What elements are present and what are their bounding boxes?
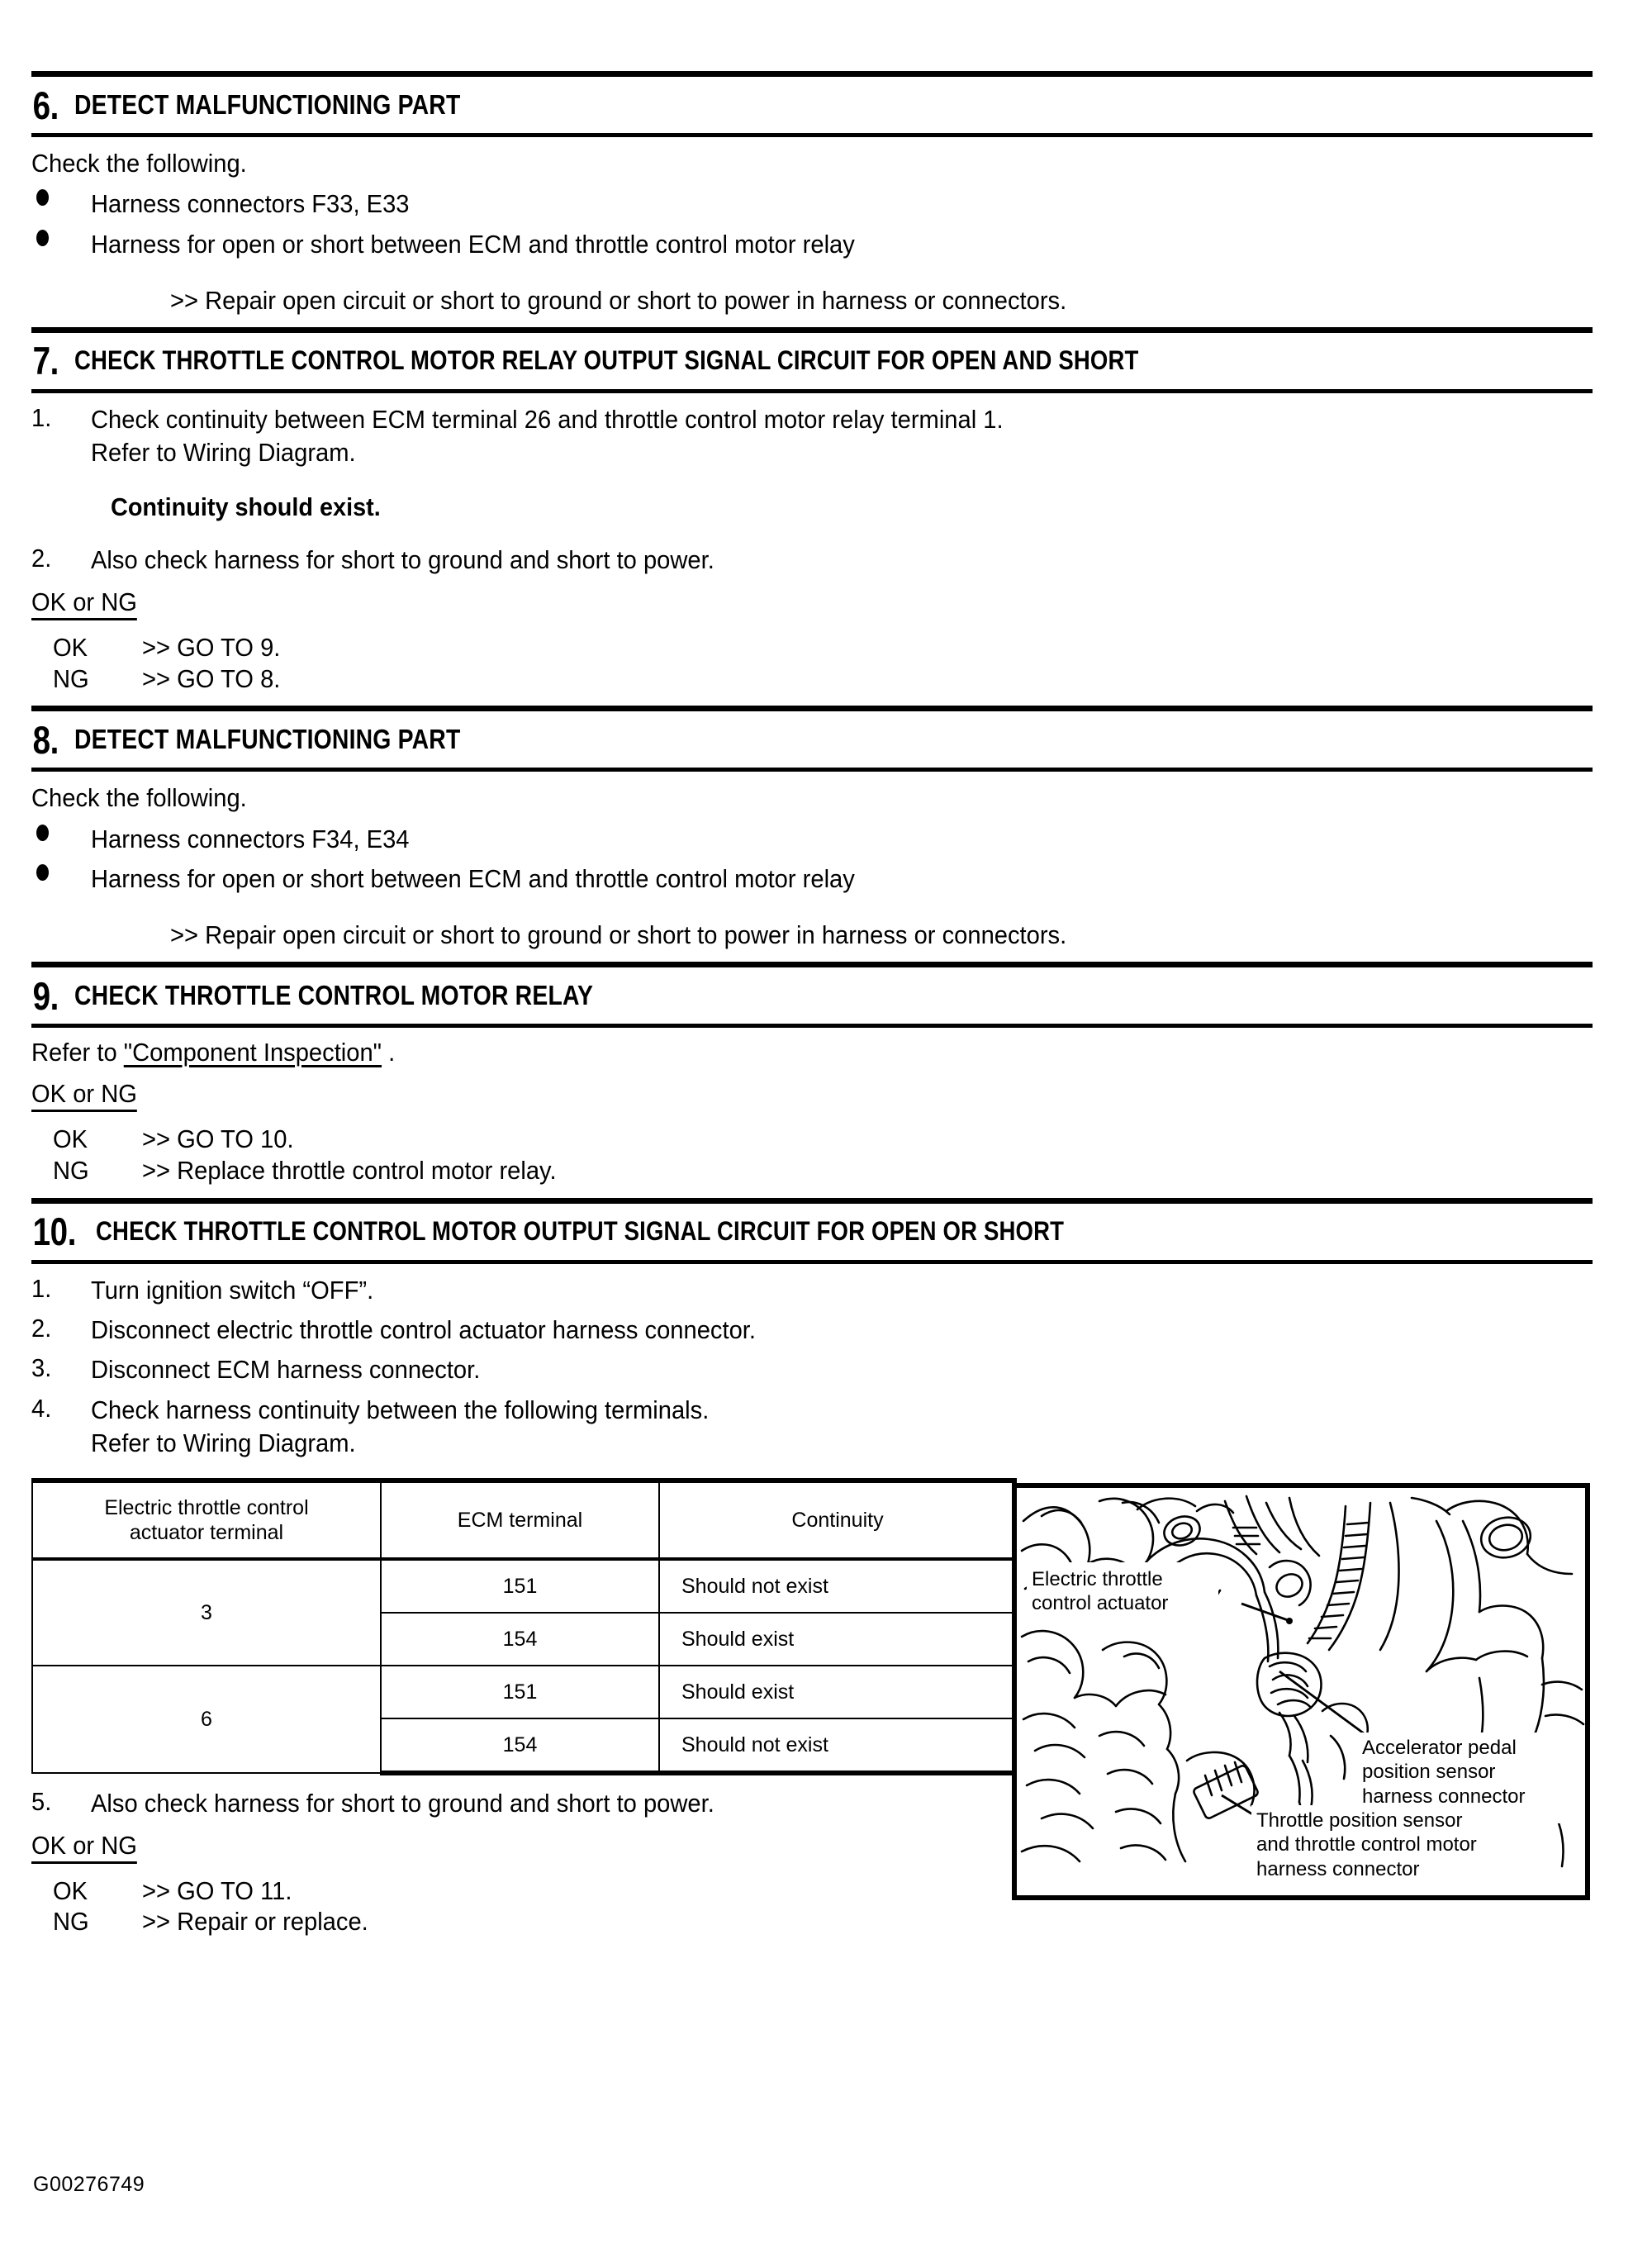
- cell-actuator-3: 3: [32, 1559, 381, 1666]
- step-7-okng-list: [31, 632, 1593, 695]
- step-6-bullet-2-text: Harness for open or short between ECM and throttle control motor relay: [91, 230, 855, 259]
- step-10-item-5-index: 5.: [31, 1787, 52, 1817]
- step-6-title: DETECT MALFUNCTIONING PART: [74, 89, 461, 120]
- figure-label-tps-line2: and throttle control motor: [1256, 1833, 1477, 1856]
- step-10-item-2: [31, 1314, 1593, 1347]
- step-7-item-1-line2: Refer to Wiring Diagram.: [91, 438, 356, 468]
- step-10-okng-label: OK or NG: [31, 1831, 137, 1864]
- figure-label-tps-line1: Throttle position sensor: [1256, 1809, 1463, 1832]
- table-row: [32, 1666, 1016, 1718]
- step-7-okng-ok: [53, 632, 1593, 663]
- figure-label-actuator-line1: Electric throttle: [1032, 1568, 1163, 1590]
- step-6-heading: [31, 71, 1593, 137]
- step-8-intro: Check the following.: [31, 783, 247, 813]
- header-continuity: Continuity: [659, 1481, 1016, 1559]
- step-7-item-1-index: 1.: [31, 402, 52, 432]
- step-10-item-5-body: Also check harness for short to ground and short to power.: [91, 1789, 714, 1818]
- cell-ecm-r3: 151: [381, 1666, 659, 1718]
- step-10-okng-ok-value: >> GO TO 11.: [142, 1875, 292, 1905]
- bullet-dot-icon: [36, 188, 51, 207]
- step-10-item-1: [31, 1274, 1593, 1307]
- step-8-bullet-2: [31, 863, 1593, 896]
- step-10-item-4-line2: Refer to Wiring Diagram.: [91, 1428, 356, 1457]
- table-header-row: [32, 1481, 1016, 1559]
- step-9-okng-ng: [53, 1155, 1593, 1186]
- step-9-okng-ng-value: >> Replace throttle control motor relay.: [142, 1155, 557, 1185]
- step-10-item-1-body: Turn ignition switch “OFF”.: [91, 1275, 374, 1305]
- step-10-heading: [31, 1198, 1593, 1264]
- step-9-okng-ok-key: OK: [53, 1124, 88, 1154]
- step-7-okng-ng-key: NG: [53, 663, 89, 693]
- step-9-okng-ok-value: >> GO TO 10.: [142, 1124, 294, 1154]
- cell-ecm-r4: 154: [381, 1718, 659, 1773]
- figure-label-accel-line1: Accelerator pedal: [1362, 1737, 1517, 1759]
- step-10-okng-ng: [53, 1906, 1593, 1937]
- step-10-item-4-body: [91, 1394, 709, 1461]
- step-6-bullet-2: [31, 229, 1593, 261]
- figure-label-electric-throttle-control-actuator: [1032, 1567, 1168, 1616]
- header-actuator-line2: actuator terminal: [129, 1521, 284, 1545]
- step-7-okng-ng-value: >> GO TO 8.: [142, 663, 281, 693]
- figure-label-accelerator-pedal-position-sensor: [1362, 1736, 1525, 1809]
- step-7-item-1-body: [91, 403, 1004, 470]
- continuity-table-head: [32, 1481, 1016, 1559]
- step-10-item-4-index: 4.: [31, 1393, 52, 1423]
- step-8-title: DETECT MALFUNCTIONING PART: [74, 724, 461, 755]
- figure-label-tps-line3: harness connector: [1256, 1857, 1420, 1880]
- bullet-dot-icon: [36, 863, 51, 882]
- cell-continuity-r1: Should not exist: [659, 1559, 1016, 1613]
- continuity-table: [31, 1478, 1017, 1775]
- engine-illustration-figure: [1012, 1483, 1590, 1900]
- step-6-bullet-1: [31, 188, 1593, 221]
- cell-ecm-r2: 154: [381, 1613, 659, 1666]
- table-row: [32, 1559, 1016, 1613]
- step-10-item-3-index: 3.: [31, 1353, 52, 1383]
- step-6-number: 6.: [32, 83, 59, 127]
- step-7-item-1-line1: Check continuity between ECM terminal 26 and throttle control motor relay terminal 1.: [91, 404, 1004, 434]
- step-6-intro: Check the following.: [31, 149, 247, 178]
- step-10-item-1-index: 1.: [31, 1273, 52, 1303]
- header-actuator-line1: Electric throttle control: [104, 1495, 309, 1519]
- step-8-result: >> Repair open circuit or short to ground or short to power in harness or connectors.: [170, 920, 1067, 950]
- step-10-item-3: [31, 1353, 1593, 1386]
- cell-continuity-r3: Should exist: [659, 1666, 1016, 1718]
- continuity-table-body: [32, 1559, 1016, 1773]
- step-9-okng-block: [31, 1071, 1593, 1186]
- step-10-item-4-line1: Check harness continuity between the following terminals.: [91, 1395, 710, 1424]
- step-9-title: CHECK THROTTLE CONTROL MOTOR RELAY: [74, 980, 594, 1011]
- bullet-dot-icon: [36, 229, 51, 247]
- page-reference-code: G00276749: [33, 2173, 145, 2196]
- step-6-bullet-1-text: Harness connectors F33, E33: [91, 189, 410, 219]
- step-7-okng-label: OK or NG: [31, 587, 137, 620]
- component-inspection-link[interactable]: "Component Inspection": [123, 1038, 382, 1067]
- step-8-bullet-1-text: Harness connectors F34, E34: [91, 824, 410, 853]
- cell-actuator-6: 6: [32, 1666, 381, 1773]
- step-10-title: CHECK THROTTLE CONTROL MOTOR OUTPUT SIGNAL CIRCUIT FOR OPEN OR SHORT: [95, 1216, 1064, 1247]
- header-actuator-terminal: [32, 1481, 381, 1559]
- step-9-okng-ok: [53, 1124, 1593, 1155]
- step-9-refer-suffix: .: [382, 1038, 396, 1067]
- step-8-number: 8.: [32, 717, 59, 762]
- cell-continuity-r2: Should exist: [659, 1613, 1016, 1666]
- step-7-okng-ok-key: OK: [53, 632, 88, 662]
- step-7-item-1: [31, 403, 1593, 470]
- step-7-item-2-index: 2.: [31, 544, 52, 573]
- step-7-item-2: [31, 544, 1593, 577]
- step-9-number: 9.: [32, 973, 59, 1018]
- step-7-title: CHECK THROTTLE CONTROL MOTOR RELAY OUTPUT SIGNAL CIRCUIT FOR OPEN AND SHORT: [74, 345, 1139, 376]
- step-10-okng-ng-value: >> Repair or replace.: [142, 1907, 368, 1937]
- step-10-okng-ng-key: NG: [53, 1907, 89, 1937]
- step-9-okng-list: [31, 1124, 1593, 1186]
- step-7-heading: [31, 327, 1593, 393]
- leader-lines: [1222, 1604, 1367, 1835]
- cell-continuity-r4: Should not exist: [659, 1718, 1016, 1773]
- step-10-item-2-index: 2.: [31, 1314, 52, 1343]
- step-9-okng-ng-key: NG: [53, 1155, 89, 1185]
- step-10-number: 10.: [32, 1210, 76, 1254]
- step-7-okng-block: [31, 579, 1593, 695]
- bullet-dot-icon: [36, 824, 51, 842]
- step-9-refer: [31, 1038, 1499, 1067]
- step-8-heading: [31, 706, 1593, 772]
- header-ecm-terminal: ECM terminal: [381, 1481, 659, 1559]
- step-7-bold-note: Continuity should exist.: [111, 492, 381, 522]
- figure-label-accel-line2: position sensor: [1362, 1761, 1496, 1784]
- step-9-okng-label: OK or NG: [31, 1079, 137, 1112]
- step-9-refer-prefix: Refer to: [31, 1038, 124, 1067]
- step-10-item-3-body: Disconnect ECM harness connector.: [91, 1355, 481, 1385]
- step-10-item-4: [31, 1394, 1593, 1461]
- figure-label-actuator-line2: control actuator: [1032, 1592, 1169, 1615]
- step-8-bullet-2-text: Harness for open or short between ECM and throttle control motor relay: [91, 864, 855, 894]
- figure-label-accel-line3: harness connector: [1362, 1785, 1526, 1808]
- step-7-item-2-line1: Also check harness for short to ground and short to power.: [91, 545, 714, 575]
- step-7-okng-ok-value: >> GO TO 9.: [142, 632, 281, 662]
- step-7-okng-ng: [53, 663, 1593, 695]
- step-9-heading: [31, 962, 1593, 1028]
- step-10-item-2-body: Disconnect electric throttle control actuator harness connector.: [91, 1315, 756, 1345]
- cell-ecm-r1: 151: [381, 1559, 659, 1613]
- step-7-number: 7.: [32, 339, 59, 383]
- step-10-okng-ok-key: OK: [53, 1875, 88, 1905]
- figure-label-throttle-position-sensor: [1256, 1809, 1477, 1881]
- step-8-bullet-1: [31, 824, 1593, 856]
- step-6-result: >> Repair open circuit or short to ground or short to power in harness or connectors.: [170, 285, 1067, 315]
